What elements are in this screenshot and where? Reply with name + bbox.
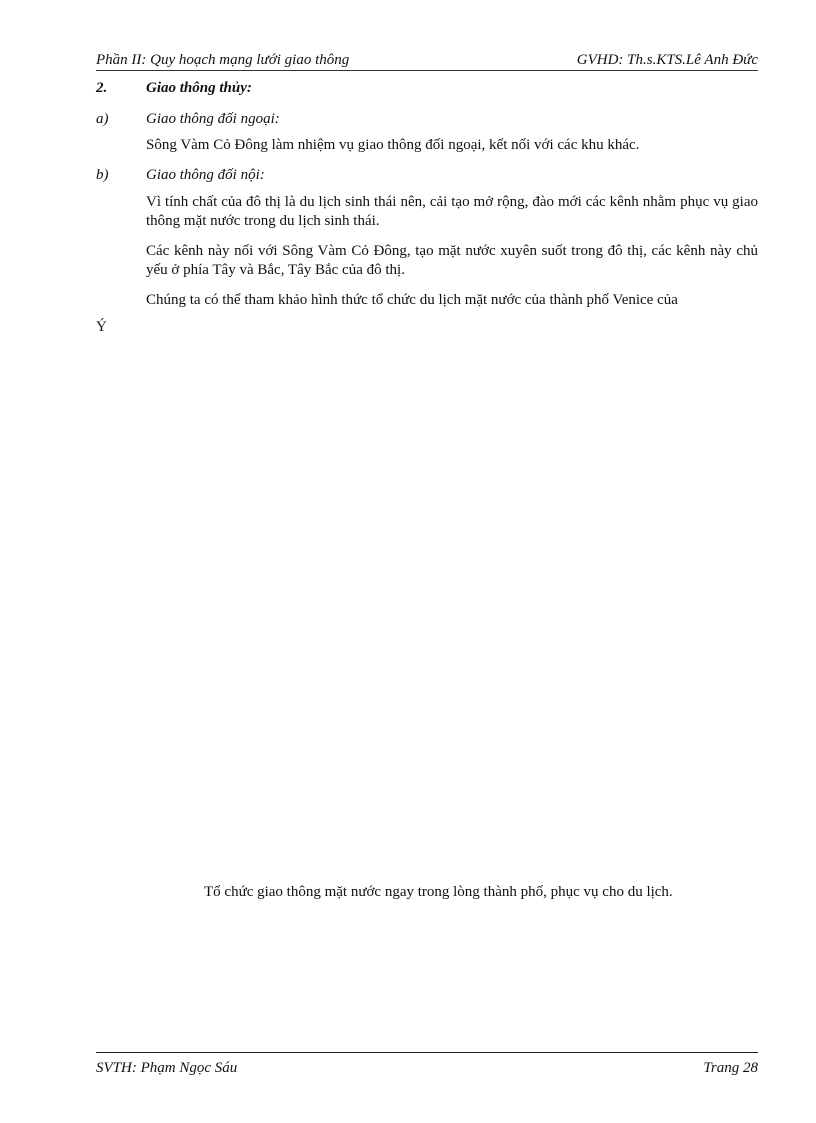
footer-student: SVTH: Phạm Ngọc Sáu (96, 1060, 238, 1076)
paragraph-venice-continuation: Ý (96, 319, 107, 335)
footer-page-number: Trang 28 (703, 1060, 758, 1076)
subsection-b-title: Giao thông đối nội: (146, 167, 265, 183)
page-footer (96, 1052, 758, 1077)
paragraph-eco-tourism: Vì tính chất của đô thị là du lịch sinh thái nên, cải tạo mở rộng, đào mới các kênh nhằm phục vụ giao thông mặt nước trong du lịch sinh thái. (146, 194, 758, 229)
subsection-a-marker: a) (96, 111, 109, 127)
subsection-a-title: Giao thông đối ngoại: (146, 111, 280, 127)
header-instructor: GVHD: Th.s.KTS.Lê Anh Đức (576, 52, 758, 68)
section-title: Giao thông thủy: (146, 80, 252, 96)
subsection-b-marker: b) (96, 167, 109, 183)
figure-caption: Tổ chức giao thông mặt nước ngay trong lòng thành phố, phục vụ cho du lịch. (204, 884, 673, 900)
paragraph-venice: Chúng ta có thể tham khảo hình thức tổ chức du lịch mặt nước của thành phố Venice của (146, 292, 678, 308)
page-header (96, 50, 758, 71)
paragraph-external-traffic: Sông Vàm Cỏ Đông làm nhiệm vụ giao thông đối ngoại, kết nối với các khu khác. (146, 137, 640, 153)
paragraph-canals: Các kênh này nối với Sông Vàm Cỏ Đông, tạo mặt nước xuyên suốt trong đô thị, các kênh này chủ yếu ở phía Tây và Bắc, Tây Bắc của đô thị. (146, 243, 758, 278)
section-number: 2. (96, 80, 108, 96)
header-chapter-title: Phần II: Quy hoạch mạng lưới giao thông (96, 52, 350, 68)
